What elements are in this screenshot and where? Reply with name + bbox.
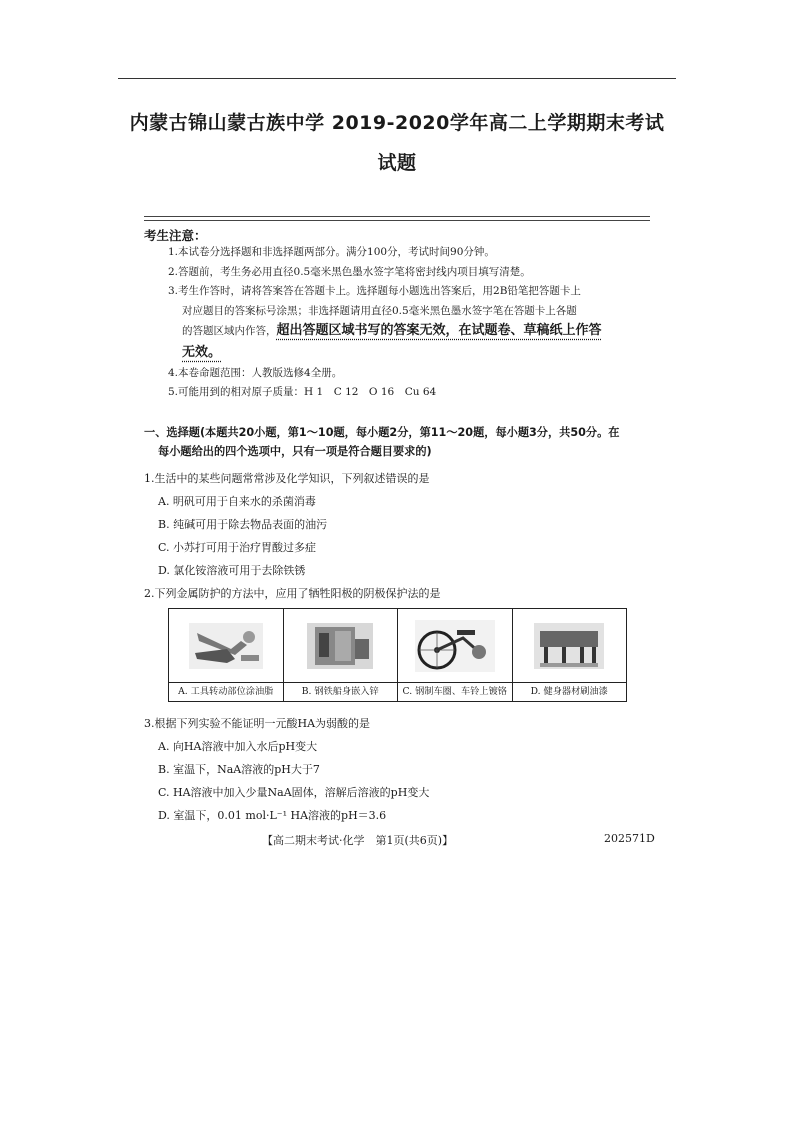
notice-item-5: 5.可能用到的相对原子质量：H 1 C 12 O 16 Cu 64 [168,386,437,398]
section-heading-line1: 一、选择题(本题共20小题，第1～10题，每小题2分，第11～20题，每小题3分，共50分。在 [144,426,620,439]
tools-picture [169,609,283,682]
section-heading-line2: 每小题给出的四个选项中，只有一项是符合题目要求的) [158,445,432,458]
page-footer: 【高二期末考试·化学 第1页(共6页)】 [262,834,454,847]
notice-item-3-cont3 [168,342,654,364]
notice-item-3: 3.考生作答时，请将答案答在答题卡上。选择题每小题选出答案后，用2B铅笔把答题卡上 [168,285,581,297]
q1-option-a: A. 明矾可用于自来水的杀菌消毒 [158,495,316,508]
top-rule [118,78,676,79]
fitness-equipment-picture [513,609,627,682]
double-rule-top [144,216,650,221]
question-2-stem: 2.下列金属防护的方法中，应用了牺牲阳极的阴极保护法的是 [144,587,441,600]
q2-caption-d: D. 健身器材刷油漆 [513,682,627,701]
paper-code: 202571D [604,832,655,845]
bicycle-picture [398,609,512,682]
q2-caption-c: C. 钢制车圈、车铃上镀铬 [398,682,512,701]
q3-option-a: A. 向HA溶液中加入水后pH变大 [158,740,318,753]
q1-option-c: C. 小苏打可用于治疗胃酸过多症 [158,541,317,554]
q2-cell-d [513,609,627,701]
ship-hull-picture [284,609,398,682]
notice-item-3-cont: 对应题目的答案标号涂黑；非选择题请用直径0.5毫米黑色墨水签字笔在答题卡上各题 [182,304,577,317]
q1-option-b: B. 纯碱可用于除去物品表面的油污 [158,518,328,531]
notice-emphasis: 超出答题区域书写的答案无效，在试题卷、草稿纸上作答 [276,323,602,338]
notice-heading: 考生注意： [144,228,207,243]
q2-caption-b: B. 钢铁船身嵌入锌 [284,682,398,701]
notice-list [168,243,654,403]
notice-item-3-text: 的答题区域内作答， [182,325,277,337]
notice-emphasis-end: 无效。 [182,344,222,360]
q3-option-c: C. HA溶液中加入少量NaA固体，溶解后溶液的pH变大 [158,786,430,799]
question-1-stem: 1.生活中的某些问题常常涉及化学知识，下列叙述错误的是 [144,472,430,485]
q3-option-d: D. 室温下，0.01 mol·L⁻¹ HA溶液的pH＝3.6 [158,809,387,822]
q3-option-b: B. 室温下，NaA溶液的pH大于7 [158,763,320,776]
question-3-stem: 3.根据下列实验不能证明一元酸HA为弱酸的是 [144,717,371,730]
q2-cell-a [169,609,284,701]
notice-item-2: 2.答题前，考生务必用直径0.5毫米黑色墨水签字笔将密封线内项目填写清楚。 [168,265,531,278]
q2-cell-c [398,609,513,701]
notice-item-4: 4.本卷命题范围：人教版选修4全册。 [168,366,343,379]
section-heading [144,423,659,461]
page-title: 内蒙古锦山蒙古族中学 2019-2020学年高二上学期期末考试 [129,112,665,134]
q2-cell-b [284,609,399,701]
q2-image-table [168,608,627,702]
q1-option-d: D. 氯化铵溶液可用于去除铁锈 [158,564,306,577]
notice-item-3-cont2 [168,321,654,342]
notice-item-1: 1.本试卷分选择题和非选择题两部分。满分100分，考试时间90分钟。 [168,246,495,258]
page-title-line2: 试题 [377,152,417,174]
q2-caption-a: A. 工具转动部位涂油脂 [169,682,283,701]
